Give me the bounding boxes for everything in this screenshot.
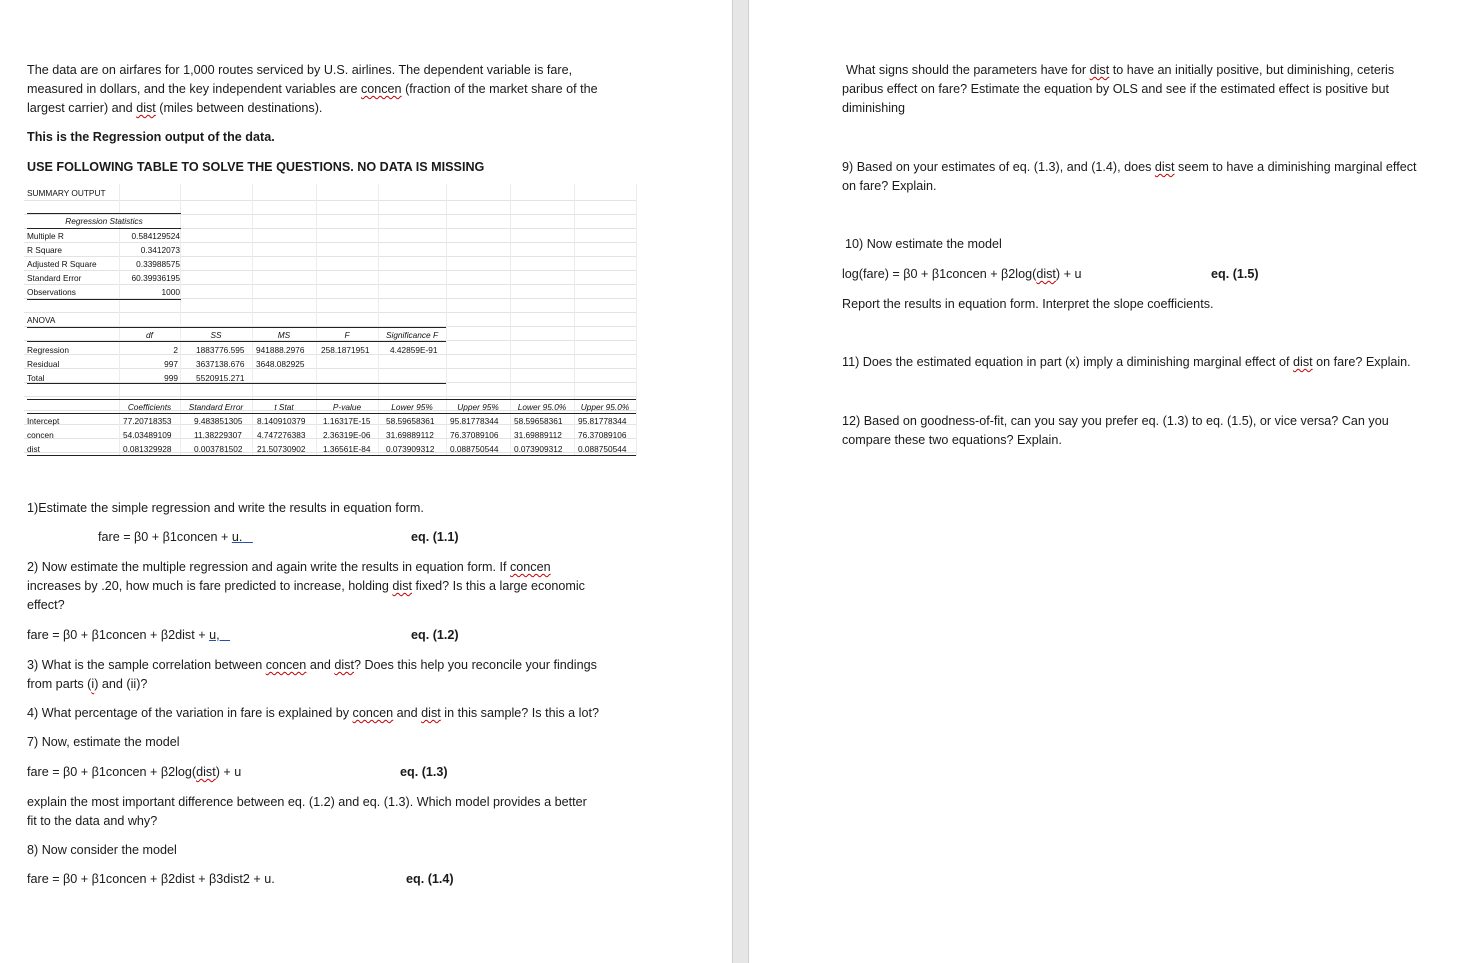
stat-label: Multiple R	[27, 231, 64, 241]
equation-text: ) + u	[1055, 267, 1082, 281]
paragraph-signs-line-3: diminishing	[842, 101, 905, 115]
coef-value: 1.16317E-15	[323, 416, 371, 426]
anova-ms: 3648.082925	[256, 359, 305, 369]
intro-line-2	[27, 80, 598, 99]
coef-value: 1.36561E-84	[323, 444, 371, 454]
coef-value: 21.50730902	[257, 444, 306, 454]
coef-value: 58.59658361	[386, 416, 435, 426]
term-concen: concen	[360, 82, 402, 96]
paragraph-signs-line-2: paribus effect on fare? Estimate the equation by OLS and see if the estimated effect is positive but	[842, 82, 1389, 96]
question-7b-line-1: explain the most important difference between eq. (1.2) and eq. (1.3). Which model provides a better	[27, 795, 587, 809]
question-text: 4) What percentage of the variation in fare is explained by	[27, 706, 353, 720]
coef-value: 9.483851305	[194, 416, 243, 426]
anova-header: SS	[210, 330, 222, 340]
term-dist: dist	[1089, 63, 1110, 77]
coef-header: Lower 95.0%	[517, 402, 567, 412]
equation-text: fare = β0 + β1concen +	[98, 530, 232, 544]
intro-line-3	[27, 99, 322, 118]
equation-error-term: u.	[231, 530, 243, 544]
coef-value: 0.073909312	[514, 444, 563, 454]
term-concen: concen	[265, 658, 307, 672]
question-9-line-1	[842, 158, 1417, 177]
paragraph-signs-line-1	[846, 61, 1394, 80]
coef-value: 76.37089106	[450, 430, 499, 440]
anova-ss: 5520915.271	[196, 373, 245, 383]
coef-value: 0.073909312	[386, 444, 435, 454]
term-i: i	[91, 677, 95, 691]
term-dist: dist	[334, 658, 354, 672]
question-text: and	[306, 658, 335, 672]
coef-header: Standard Error	[188, 402, 244, 412]
coef-value: 31.69889112	[514, 430, 562, 440]
question-11	[842, 353, 1411, 372]
anova-header: MS	[277, 330, 291, 340]
coef-value: 4.747276383	[257, 430, 306, 440]
coef-value: 0.088750544	[450, 444, 499, 454]
equation-text: fare = β0 + β1concen + β2dist +	[27, 628, 210, 642]
equation-1-4: fare = β0 + β1concen + β2dist + β3dist2 + u.	[27, 872, 275, 886]
stat-value: 0.33988575	[136, 259, 180, 269]
anova-df: 2	[173, 345, 178, 355]
instruction-heading: USE FOLLOWING TABLE TO SOLVE THE QUESTIONS. NO DATA IS MISSING	[27, 160, 485, 174]
question-12-line-1: 12) Based on goodness-of-fit, can you say you prefer eq. (1.3) to eq. (1.5), or vice versa? Can you	[842, 414, 1389, 428]
anova-ms: 941888.2976	[256, 345, 305, 355]
coef-value: 95.81778344	[578, 416, 627, 426]
stat-label: R Square	[27, 245, 63, 255]
intro-text: (miles between destinations).	[155, 101, 323, 115]
equation-1-5-label: eq. (1.5)	[1211, 267, 1259, 281]
equation-1-4-label: eq. (1.4)	[406, 872, 454, 886]
equation-1-2	[27, 626, 230, 645]
coef-value: 58.59658361	[514, 416, 563, 426]
stat-label: Standard Error	[27, 273, 82, 283]
regression-output-table	[24, 184, 637, 456]
equation-1-3-label: eq. (1.3)	[400, 765, 448, 779]
term-dist: dist	[421, 706, 441, 720]
coef-value: 11.38229307	[194, 430, 242, 440]
coef-value: 54.03489109	[123, 430, 172, 440]
coef-value: 8.140910379	[257, 416, 306, 426]
equation-error-term: u,	[209, 628, 220, 642]
coef-value: 31.69889112	[386, 430, 434, 440]
question-text: ? Does this help you reconcile your findings	[353, 658, 597, 672]
stat-value: 0.3412073	[140, 245, 180, 255]
question-7b-line-2: fit to the data and why?	[27, 814, 158, 828]
question-text: 2) Now estimate the multiple regression and again write the results in equation form. If	[27, 560, 510, 574]
equation-text: ) + u	[215, 765, 242, 779]
question-1: 1)Estimate the simple regression and write the results in equation form.	[27, 501, 424, 515]
stat-label: Adjusted R Square	[27, 259, 97, 269]
term-concen: concen	[352, 706, 394, 720]
intro-text: largest carrier) and	[27, 101, 137, 115]
question-7: 7) Now, estimate the model	[27, 735, 180, 749]
coef-header: Lower 95%	[391, 402, 433, 412]
coef-value: 2.36319E-06	[323, 430, 371, 440]
anova-title: ANOVA	[27, 315, 56, 325]
equation-1-1	[98, 528, 253, 547]
anova-f: 258.1871951	[321, 345, 370, 355]
question-3-line-2	[27, 675, 147, 694]
coef-value: 0.081329928	[123, 444, 172, 454]
anova-ss: 3637138.676	[196, 359, 245, 369]
equation-text: fare = β0 + β1concen + β2log(	[27, 765, 197, 779]
anova-row-label: Total	[27, 373, 45, 383]
term-concen: concen	[510, 560, 551, 574]
stat-label: Observations	[27, 287, 76, 297]
anova-sig: 4.42859E-91	[390, 345, 438, 355]
question-text: on fare? Explain.	[1312, 355, 1411, 369]
intro-text: The data are on airfares for 1,000 routes serviced by U.S. airlines. The dependent variable is fare,	[27, 63, 573, 77]
question-text: from parts (	[27, 677, 92, 691]
question-text: 9) Based on your estimates of eq. (1.3), and (1.4), does	[842, 160, 1155, 174]
coef-row-label: dist	[27, 444, 40, 454]
question-text: 3) What is the sample correlation between	[27, 658, 266, 672]
question-8: 8) Now consider the model	[27, 843, 177, 857]
equation-1-5	[842, 265, 1081, 284]
intro-line-1	[27, 61, 572, 80]
page-gutter	[732, 0, 749, 963]
coef-header: t Stat	[274, 402, 294, 412]
stat-value: 0.584129524	[131, 231, 180, 241]
stat-value: 1000	[161, 287, 180, 297]
regression-note: This is the Regression output of the data.	[27, 130, 275, 144]
summary-output-label: SUMMARY OUTPUT	[27, 188, 106, 198]
term-dist: dist	[1036, 267, 1056, 281]
question-text: What signs should the parameters have for	[846, 63, 1090, 77]
question-text: ) and (ii)?	[94, 677, 148, 691]
coef-header: Upper 95.0%	[580, 402, 630, 412]
anova-header: F	[344, 330, 350, 340]
equation-1-2-label: eq. (1.2)	[411, 628, 459, 642]
question-2-line-1	[27, 558, 551, 577]
term-dist: dist	[392, 579, 413, 593]
coef-row-label: Intercept	[27, 416, 60, 426]
coef-row-label: concen	[27, 430, 54, 440]
equation-1-3	[27, 763, 241, 782]
question-text: to have an initially positive, but diminishing, ceteris	[1109, 63, 1395, 77]
question-9-line-2: on fare? Explain.	[842, 179, 937, 193]
coef-value: 0.088750544	[578, 444, 627, 454]
intro-text: (fraction of the market share of the	[401, 82, 598, 96]
anova-df: 997	[164, 359, 178, 369]
question-text: fixed? Is this a large economic	[412, 579, 585, 593]
coef-value: 0.003781502	[194, 444, 243, 454]
question-2-line-3: effect?	[27, 598, 65, 612]
anova-header: Significance F	[385, 330, 439, 340]
question-text: increases by .20, how much is fare predicted to increase, holding	[27, 579, 393, 593]
question-text: 11) Does the estimated equation in part (x) imply a diminishing marginal effect of	[842, 355, 1294, 369]
question-4	[27, 704, 599, 723]
coef-header: P-value	[332, 402, 362, 412]
term-dist: dist	[1293, 355, 1313, 369]
anova-row-label: Regression	[27, 345, 69, 355]
question-10: 10) Now estimate the model	[845, 237, 1002, 251]
coef-header: Upper 95%	[457, 402, 499, 412]
coef-value: 95.81778344	[450, 416, 499, 426]
equation-1-1-label: eq. (1.1)	[411, 530, 459, 544]
question-12-line-2: compare these two equations? Explain.	[842, 433, 1062, 447]
equation-text: log(fare) = β0 + β1concen + β2log(	[842, 267, 1037, 281]
stat-value: 60.39936195	[131, 273, 180, 283]
anova-row-label: Residual	[27, 359, 60, 369]
coef-value: 76.37089106	[578, 430, 627, 440]
question-text: seem to have a diminishing marginal effect	[1174, 160, 1417, 174]
regression-statistics-title: Regression Statistics	[65, 216, 143, 226]
term-dist: dist	[136, 101, 156, 115]
term-dist: dist	[1154, 160, 1175, 174]
coef-header: Coefficients	[127, 402, 172, 412]
document-page-right	[749, 0, 1461, 963]
question-text: and	[393, 706, 422, 720]
question-text: in this sample? Is this a lot?	[440, 706, 599, 720]
question-3-line-1	[27, 656, 597, 675]
term-dist: dist	[196, 765, 216, 779]
intro-text: measured in dollars, and the key independent variables are	[27, 82, 361, 96]
anova-ss: 1883776.595	[196, 345, 245, 355]
anova-df: 999	[164, 373, 178, 383]
anova-header: df	[146, 330, 153, 340]
question-10b: Report the results in equation form. Interpret the slope coefficients.	[842, 297, 1214, 311]
coef-value: 77.20718353	[123, 416, 172, 426]
question-2-line-2	[27, 577, 585, 596]
